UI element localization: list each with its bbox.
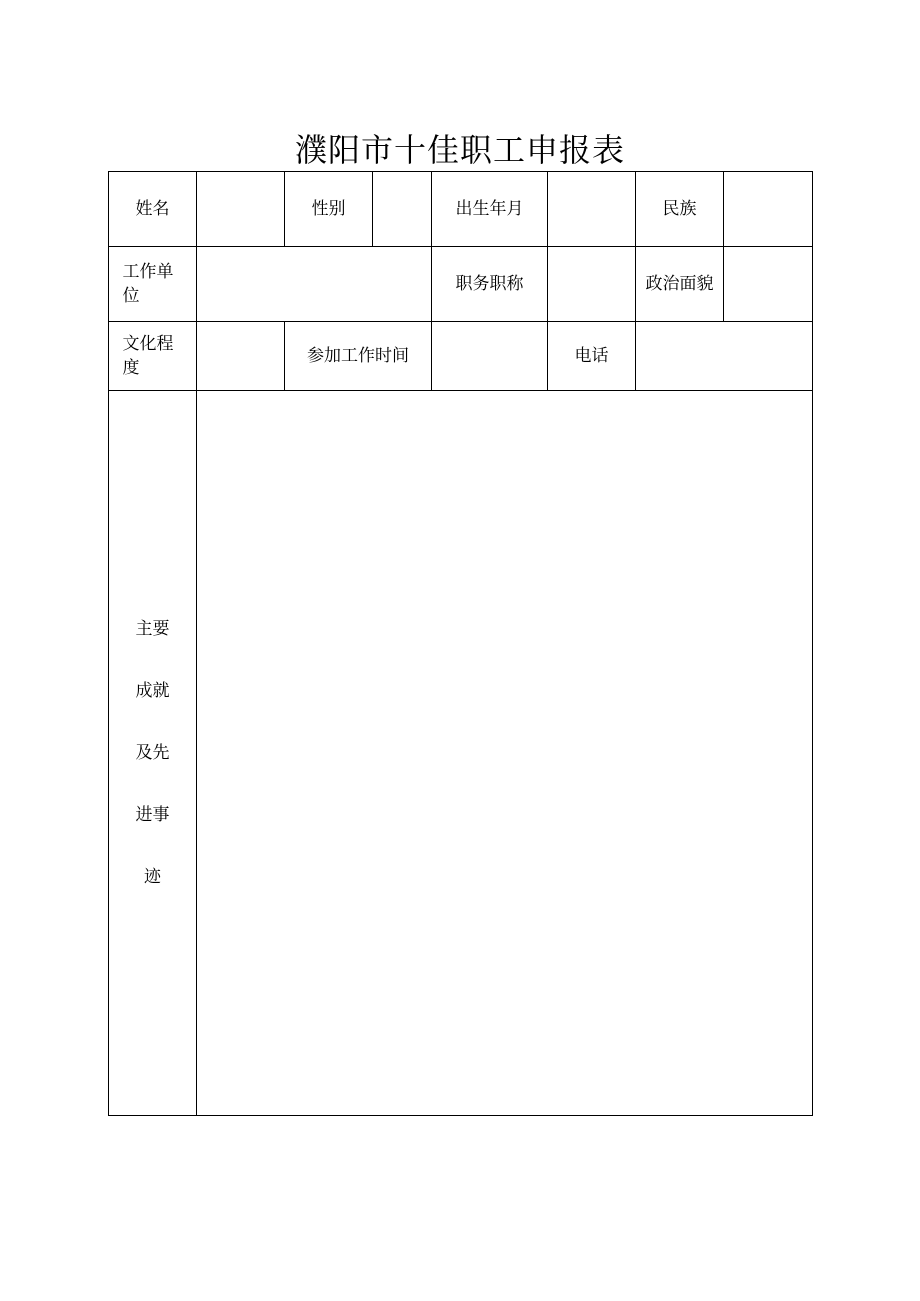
education-field[interactable]	[197, 322, 285, 391]
workplace-field[interactable]	[197, 247, 432, 322]
page-title: 濮阳市十佳职工申报表	[294, 131, 625, 169]
achievements-label-line: 进事	[135, 805, 170, 825]
work-start-date-field[interactable]	[432, 322, 548, 391]
application-form-table	[108, 171, 813, 1116]
form-row-education-info	[109, 322, 813, 391]
achievements-label-line: 主要	[135, 619, 170, 639]
political-status-field[interactable]	[724, 247, 813, 322]
phone-field[interactable]	[636, 322, 813, 391]
position-title-label: 职务职称	[432, 247, 548, 322]
form-row-achievements	[109, 391, 813, 1116]
ethnicity-field[interactable]	[724, 172, 813, 247]
birth-date-field[interactable]	[548, 172, 636, 247]
achievements-label-line: 成就	[135, 681, 170, 701]
birth-date-label: 出生年月	[432, 172, 548, 247]
form-row-work-info	[109, 247, 813, 322]
achievements-label-line: 迹	[144, 867, 161, 887]
ethnicity-label: 民族	[636, 172, 724, 247]
political-status-label: 政治面貌	[636, 247, 724, 322]
form-row-basic-info	[109, 172, 813, 247]
achievements-label-line: 及先	[135, 743, 170, 763]
achievements-label	[109, 598, 196, 908]
workplace-label-cell	[109, 247, 197, 322]
work-start-date-label: 参加工作时间	[285, 322, 432, 391]
phone-label: 电话	[548, 322, 636, 391]
position-title-field[interactable]	[548, 247, 636, 322]
education-label-cell	[109, 322, 197, 391]
name-field[interactable]	[197, 172, 285, 247]
education-label: 文化程度	[122, 334, 174, 378]
name-label: 姓名	[109, 172, 197, 247]
achievements-label-cell	[109, 391, 197, 1116]
workplace-label: 工作单位	[122, 262, 174, 306]
gender-label: 性别	[285, 172, 373, 247]
gender-field[interactable]	[373, 172, 432, 247]
achievements-field[interactable]	[197, 391, 813, 1116]
